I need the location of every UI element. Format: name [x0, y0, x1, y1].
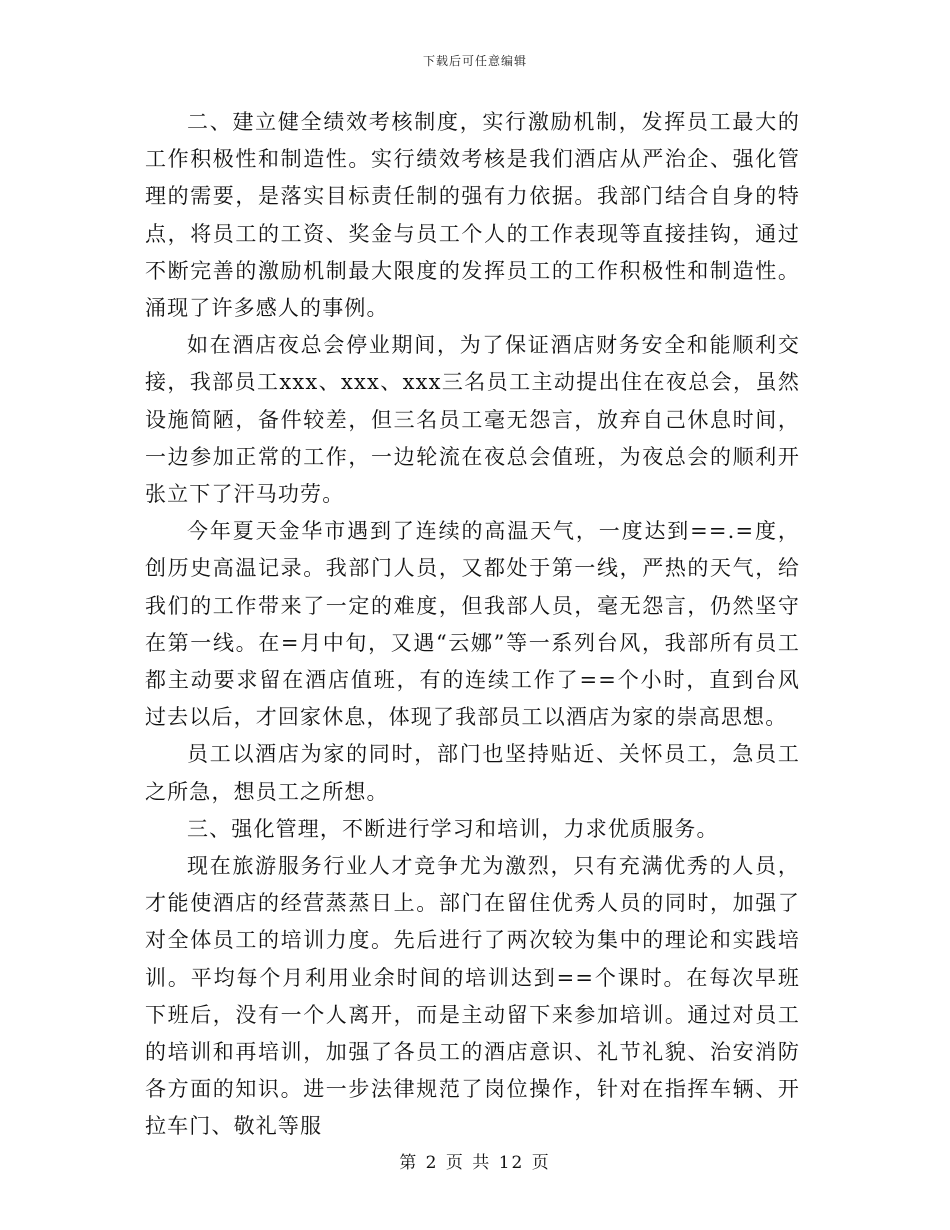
page-header: 下载后可任意编辑 [422, 54, 527, 68]
page-footer: 第 2 页 共 12 页 [399, 1153, 551, 1173]
document-body [145, 104, 800, 1146]
paragraph-nightclub-example: 如在酒店夜总会停业期间，为了保证酒店财务安全和能顺利交接，我部员工xxx、xxx、xxx三名员工主动提出住在夜总会，虽然设施简陋，备件较差，但三名员工毫无怨言，放弃自己休息时间，一边参加正常的工作，一边轮流在夜总会值班，为夜总会的顺利开张立下了汗马功劳。 [145, 333, 800, 507]
paragraph-performance-system: 二、建立健全绩效考核制度，实行激励机制，发挥员工最大的工作积极性和制造性。实行绩效考核是我们酒店从严治企、强化管理的需要，是落实目标责任制的强有力依据。我部门结合自身的特点，将员工的工资、奖金与员工个人的工作表现等直接挂钩，通过不断完善的激励机制最大限度的发挥员工的工作积极性和制造性。涌现了许多感人的事例。 [145, 110, 800, 321]
paragraph-training-details: 现在旅游服务行业人才竞争尤为激烈，只有充满优秀的人员，才能使酒店的经营蒸蒸日上。部门在留住优秀人员的同时，加强了对全体员工的培训力度。先后进行了两次较为集中的理论和实践培训。平均每个月利用业余时间的培训达到==个课时。在每次早班下班后，没有一个人离开，而是主动留下来参加培训。通过对员工的培训和再培训，加强了各员工的酒店意识、礼节礼貌、治安消防各方面的知识。进一步法律规范了岗位操作，针对在指挥车辆、开拉车门、敬礼等服 [145, 854, 800, 1139]
paragraph-heatwave-typhoon: 今年夏天金华市遇到了连续的高温天气，一度达到==.=度，创历史高温记录。我部门人员，又都处于第一线，严热的天气，给我们的工作带来了一定的难度，但我部人员，毫无怨言，仍然坚守在第一线。在=月中旬，又遇“云娜”等一系列台风，我部所有员工都主动要求留在酒店值班，有的连续工作了==个小时，直到台风过去以后，才回家休息，体现了我部员工以酒店为家的崇高思想。 [145, 519, 800, 730]
paragraph-care-for-staff: 员工以酒店为家的同时，部门也坚持贴近、关怀员工，急员工之所急，想员工之所想。 [145, 742, 800, 804]
section-heading-training: 三、强化管理，不断进行学习和培训，力求优质服务。 [187, 816, 719, 841]
